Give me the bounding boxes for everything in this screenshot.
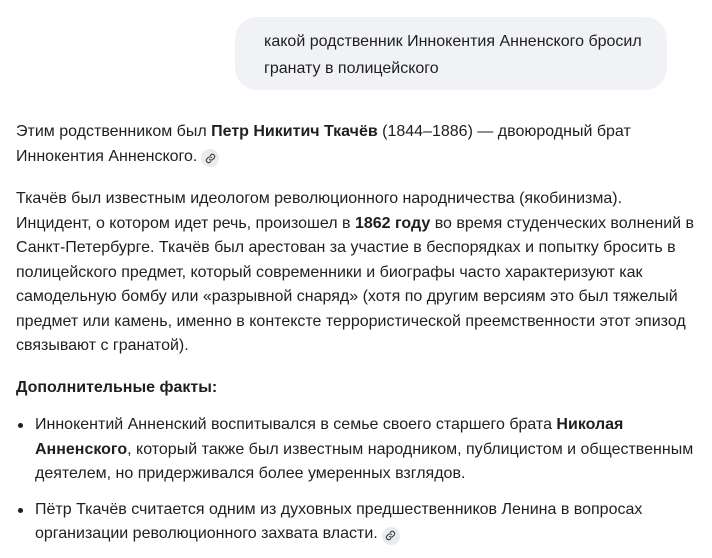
list-item (16, 498, 696, 547)
bullet-2-text-1: Пётр Ткачёв считается одним из духовных предшественников Ленина в вопросах организации революционного захвата власти. (35, 500, 643, 542)
assistant-response (16, 120, 696, 558)
answer-p1-text-1: Этим родственником был (16, 123, 212, 140)
answer-paragraph-2 (16, 187, 696, 359)
bullet-1-text-2: , который также был известным народником, публицистом и общественным деятелем, но придерживался более умеренных взглядов. (35, 440, 694, 482)
bullet-1-bold: Николая Анненского (35, 416, 624, 458)
answer-p2-text-2: во время студенческих волнений в Санкт-Петербурге. Ткачёв был арестован за участие в беспорядках и попытку бросить в полицейского предмет, который современники и биографы часто характеризуют как самодельную бомбу или «разрывной снаряд» (хотя по другим версиям это был тяжелый предмет или камень, именно в контексте террористической преемственности этот эпизод связывают с гранатой). (16, 214, 695, 354)
source-link-button[interactable] (382, 527, 400, 545)
link-icon (385, 530, 396, 541)
section-heading: Дополнительные факты: (16, 378, 218, 396)
source-link-button[interactable] (201, 149, 219, 167)
list-item (16, 413, 696, 487)
user-message-bubble (235, 17, 667, 90)
answer-paragraph-1 (16, 120, 696, 169)
link-icon (205, 153, 216, 164)
answer-p1-bold: Петр Никитич Ткачёв (211, 123, 378, 140)
answer-p2-text-1: Ткачёв был известным идеологом революционного народничества (якобинизма). Инцидент, о котором идет речь, произошел в (16, 190, 623, 232)
bullet-1-text-1: Иннокентий Анненский воспитывался в семье своего старшего брата (35, 416, 557, 433)
facts-list (16, 413, 696, 547)
user-message-text: какой родственник Иннокентия Анненского бросил гранату в полицейского (264, 33, 642, 77)
answer-p1-text-2: (1844–1886) — двоюродный брат Иннокентия Анненского. (16, 123, 631, 165)
answer-p2-bold: 1862 году (354, 214, 431, 232)
